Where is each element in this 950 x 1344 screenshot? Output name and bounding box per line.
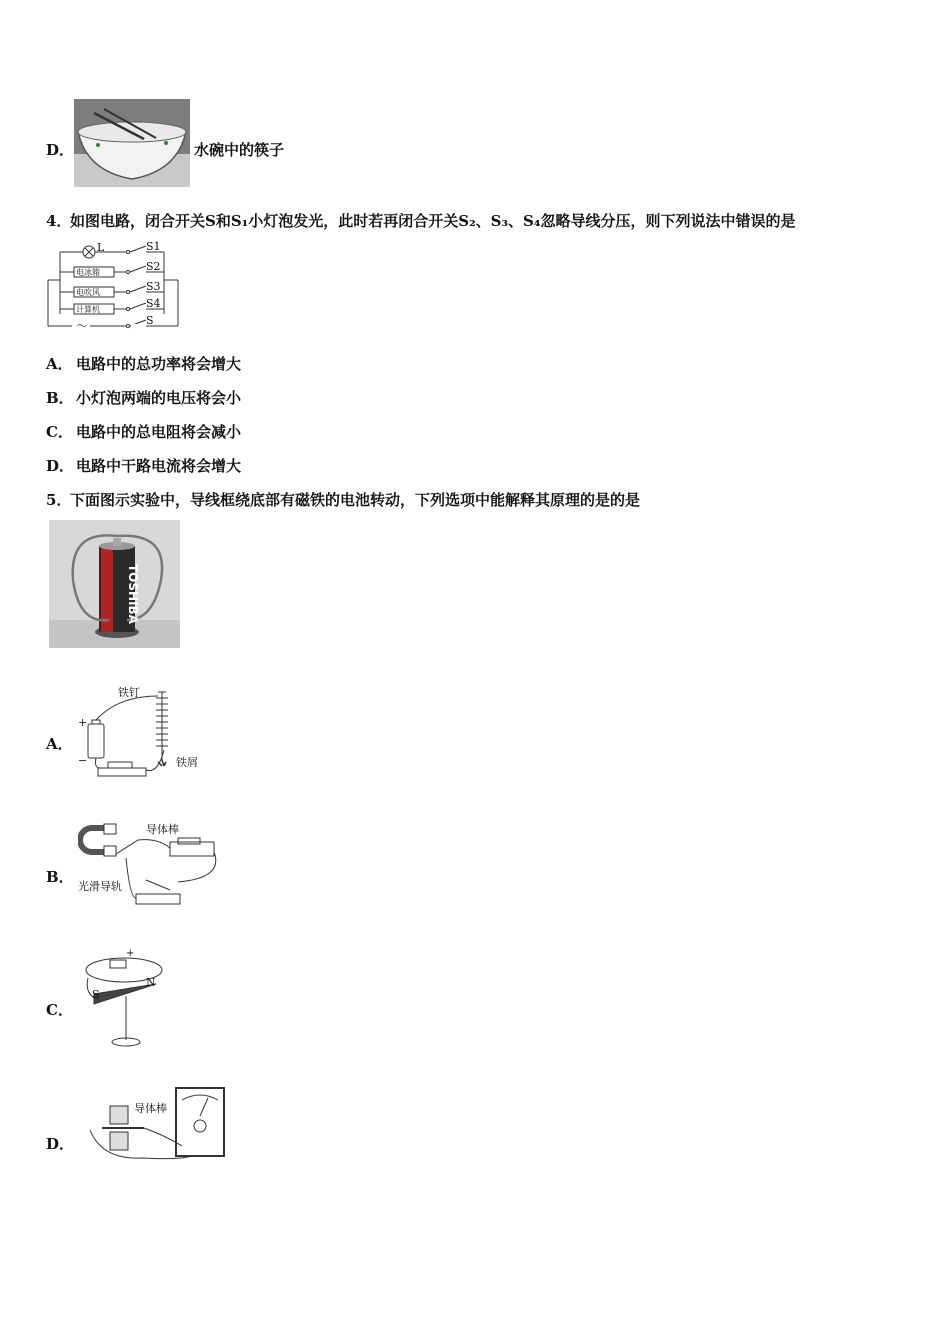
fridge-label: 电冰箱	[76, 268, 100, 277]
conductor-rails-figure	[78, 818, 228, 910]
question-5-stem: 下面图示实验中，导线框绕底部有磁铁的电池转动，下列选项中能解释其原理的是的是	[70, 491, 641, 509]
iron-nail-label: 铁钉	[118, 686, 140, 699]
battery-brand: TOSHIBA	[126, 564, 140, 624]
computer-label: 计算机	[76, 305, 100, 314]
option-d-letter: D．	[46, 141, 75, 159]
q4-option-b-letter: B．	[46, 389, 74, 407]
hairdryer-label: 电吹风	[76, 288, 100, 297]
switch-s2-label: S2	[146, 260, 161, 273]
battery-motor-photo	[49, 520, 180, 648]
q5-option-c-letter: C．	[46, 1001, 73, 1019]
plus-label-c: +	[126, 948, 135, 959]
south-pole-label: S	[92, 988, 100, 1001]
switch-s-label: S	[146, 314, 154, 327]
galvanometer-figure	[82, 1086, 228, 1168]
q5-option-a-letter: A．	[46, 735, 73, 753]
question-4-stem: 如图电路，闭合开关S和S₁小灯泡发光，此时若再闭合开关S₂、S₃、S₄忽略导线分压，则下列说法中错误的是	[70, 212, 796, 230]
electromagnet-figure	[78, 684, 203, 784]
option-d-text: 水碗中的筷子	[194, 141, 285, 159]
q4-option-c-letter: C．	[46, 423, 73, 441]
q4-option-d-text: 电路中干路电流将会增大	[76, 457, 242, 475]
switch-s3-label: S3	[146, 280, 161, 293]
q4-option-a-letter: A．	[46, 355, 73, 373]
iron-filings-label: 铁屑	[176, 756, 198, 769]
q5-option-d-letter: D．	[46, 1135, 75, 1153]
minus-terminal-label: −	[78, 754, 88, 767]
smooth-rails-label: 光滑导轨	[78, 880, 122, 893]
conductor-rod-label-b: 导体棒	[146, 823, 179, 836]
switch-s4-label: S4	[146, 297, 161, 310]
north-pole-label: N	[146, 976, 156, 989]
ac-source-symbol: ～	[76, 319, 89, 333]
lamp-label: L	[97, 241, 105, 254]
circuit-diagram	[46, 240, 181, 333]
compass-needle-figure	[80, 948, 170, 1050]
q4-option-d-letter: D．	[46, 457, 75, 475]
q4-option-c-text: 电路中的总电阻将会减小	[76, 423, 242, 441]
question-5-number: 5．	[46, 491, 72, 509]
q4-option-b-text: 小灯泡两端的电压将会小	[76, 389, 242, 407]
q5-option-b-letter: B．	[46, 868, 74, 886]
bowl-chopsticks-photo	[74, 99, 190, 187]
switch-s1-label: S1	[146, 240, 161, 253]
question-4-number: 4．	[46, 212, 72, 230]
conductor-rod-label-d: 导体棒	[134, 1102, 167, 1115]
q4-option-a-text: 电路中的总功率将会增大	[76, 355, 242, 373]
plus-terminal-label: +	[78, 716, 88, 729]
